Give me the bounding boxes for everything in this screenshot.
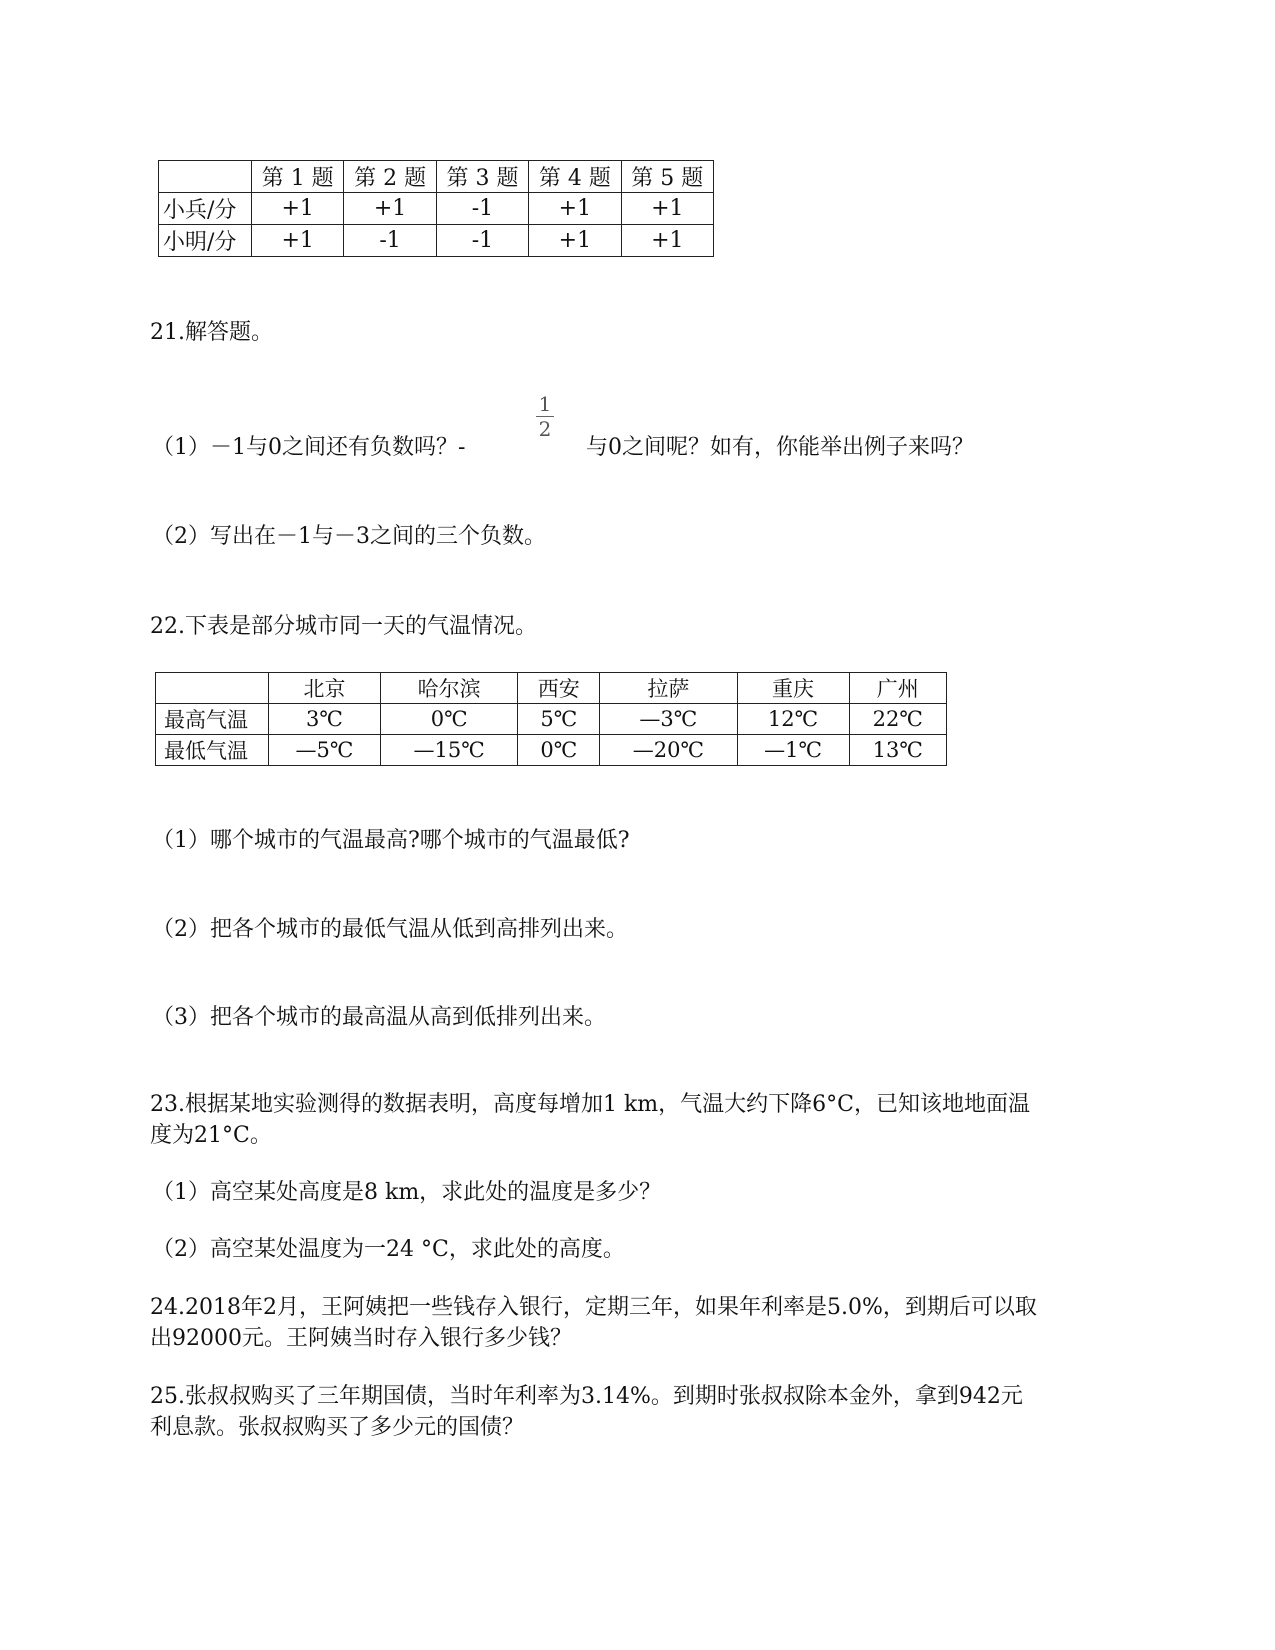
- q23-part2: （2）高空某处温度为一24 °C，求此处的高度。: [152, 1237, 625, 1262]
- table-cell: 0℃: [518, 735, 600, 766]
- city-header: 拉萨: [600, 673, 737, 704]
- q21-title: 21.解答题。: [150, 320, 273, 345]
- q22-title: 22.下表是部分城市同一天的气温情况。: [150, 614, 537, 639]
- score-table-header: 第 3 题: [436, 161, 528, 193]
- q23-part1: （1）高空某处高度是8 km，求此处的温度是多少？: [152, 1180, 662, 1205]
- table-cell: 5℃: [518, 704, 600, 735]
- q25-line2: 利息款。张叔叔购买了多少元的国债？: [150, 1415, 525, 1440]
- score-table-header-row: [159, 161, 714, 193]
- score-table-header: 第 5 题: [621, 161, 713, 193]
- score-table-header: 第 4 题: [529, 161, 621, 193]
- table-cell: +1: [529, 225, 621, 257]
- q22-part1: （1）哪个城市的气温最高?哪个城市的气温最低?: [152, 828, 630, 853]
- city-header: 西安: [518, 673, 600, 704]
- city-header: 重庆: [737, 673, 849, 704]
- table-cell: +1: [252, 225, 344, 257]
- city-header: 北京: [269, 673, 381, 704]
- q24-line1: 24.2018年2月，王阿姨把一些钱存入银行，定期三年，如果年利率是5.0%，到期后可以取: [150, 1295, 1037, 1320]
- score-table-corner: [159, 161, 252, 193]
- fraction-one-half: [533, 392, 557, 441]
- table-cell: +1: [621, 193, 713, 225]
- table-cell: -1: [344, 225, 436, 257]
- table-cell: +1: [252, 193, 344, 225]
- q22-part3: （3）把各个城市的最高温从高到低排列出来。: [152, 1005, 606, 1030]
- table-cell: 3℃: [269, 704, 381, 735]
- city-header: 广州: [849, 673, 946, 704]
- temperature-table: [155, 672, 947, 766]
- q23-line2: 度为21°C。: [150, 1123, 272, 1148]
- temperature-table-corner: [156, 673, 269, 704]
- table-cell: —5℃: [269, 735, 381, 766]
- table-cell: 13℃: [849, 735, 946, 766]
- table-cell: 12℃: [737, 704, 849, 735]
- table-row: [159, 193, 714, 225]
- table-row: [159, 225, 714, 257]
- q21-part2: （2）写出在－1与－3之间的三个负数。: [152, 524, 546, 549]
- score-table-header: 第 1 题: [252, 161, 344, 193]
- row-label: 小明/分: [159, 225, 252, 257]
- q22-part2: （2）把各个城市的最低气温从低到高排列出来。: [152, 917, 628, 942]
- q24-line2: 出92000元。王阿姨当时存入银行多少钱？: [150, 1326, 572, 1351]
- score-table: [158, 160, 714, 257]
- row-label: 小兵/分: [159, 193, 252, 225]
- row-label: 最高气温: [156, 704, 269, 735]
- table-cell: 22℃: [849, 704, 946, 735]
- q21-part1-before: （1）－1与0之间还有负数吗？-: [152, 435, 466, 460]
- table-cell: —20℃: [600, 735, 737, 766]
- table-cell: -1: [436, 225, 528, 257]
- q21-part1-after: 与0之间呢？如有，你能举出例子来吗？: [586, 435, 974, 460]
- table-cell: +1: [621, 225, 713, 257]
- fraction-denominator: 2: [538, 417, 552, 441]
- table-cell: 0℃: [380, 704, 517, 735]
- temperature-table-header-row: [156, 673, 947, 704]
- city-header: 哈尔滨: [380, 673, 517, 704]
- q25-line1: 25.张叔叔购买了三年期国债，当时年利率为3.14%。到期时张叔叔除本金外，拿到942元: [150, 1384, 1023, 1409]
- q23-line1: 23.根据某地实验测得的数据表明，高度每增加1 km，气温大约下降6°C，已知该地地面温: [150, 1092, 1031, 1117]
- row-label: 最低气温: [156, 735, 269, 766]
- table-cell: -1: [436, 193, 528, 225]
- table-cell: +1: [529, 193, 621, 225]
- table-cell: +1: [344, 193, 436, 225]
- fraction-numerator: 1: [538, 392, 552, 416]
- score-table-header: 第 2 题: [344, 161, 436, 193]
- table-cell: —1℃: [737, 735, 849, 766]
- table-row: [156, 735, 947, 766]
- table-row: [156, 704, 947, 735]
- table-cell: —15℃: [380, 735, 517, 766]
- table-cell: —3℃: [600, 704, 737, 735]
